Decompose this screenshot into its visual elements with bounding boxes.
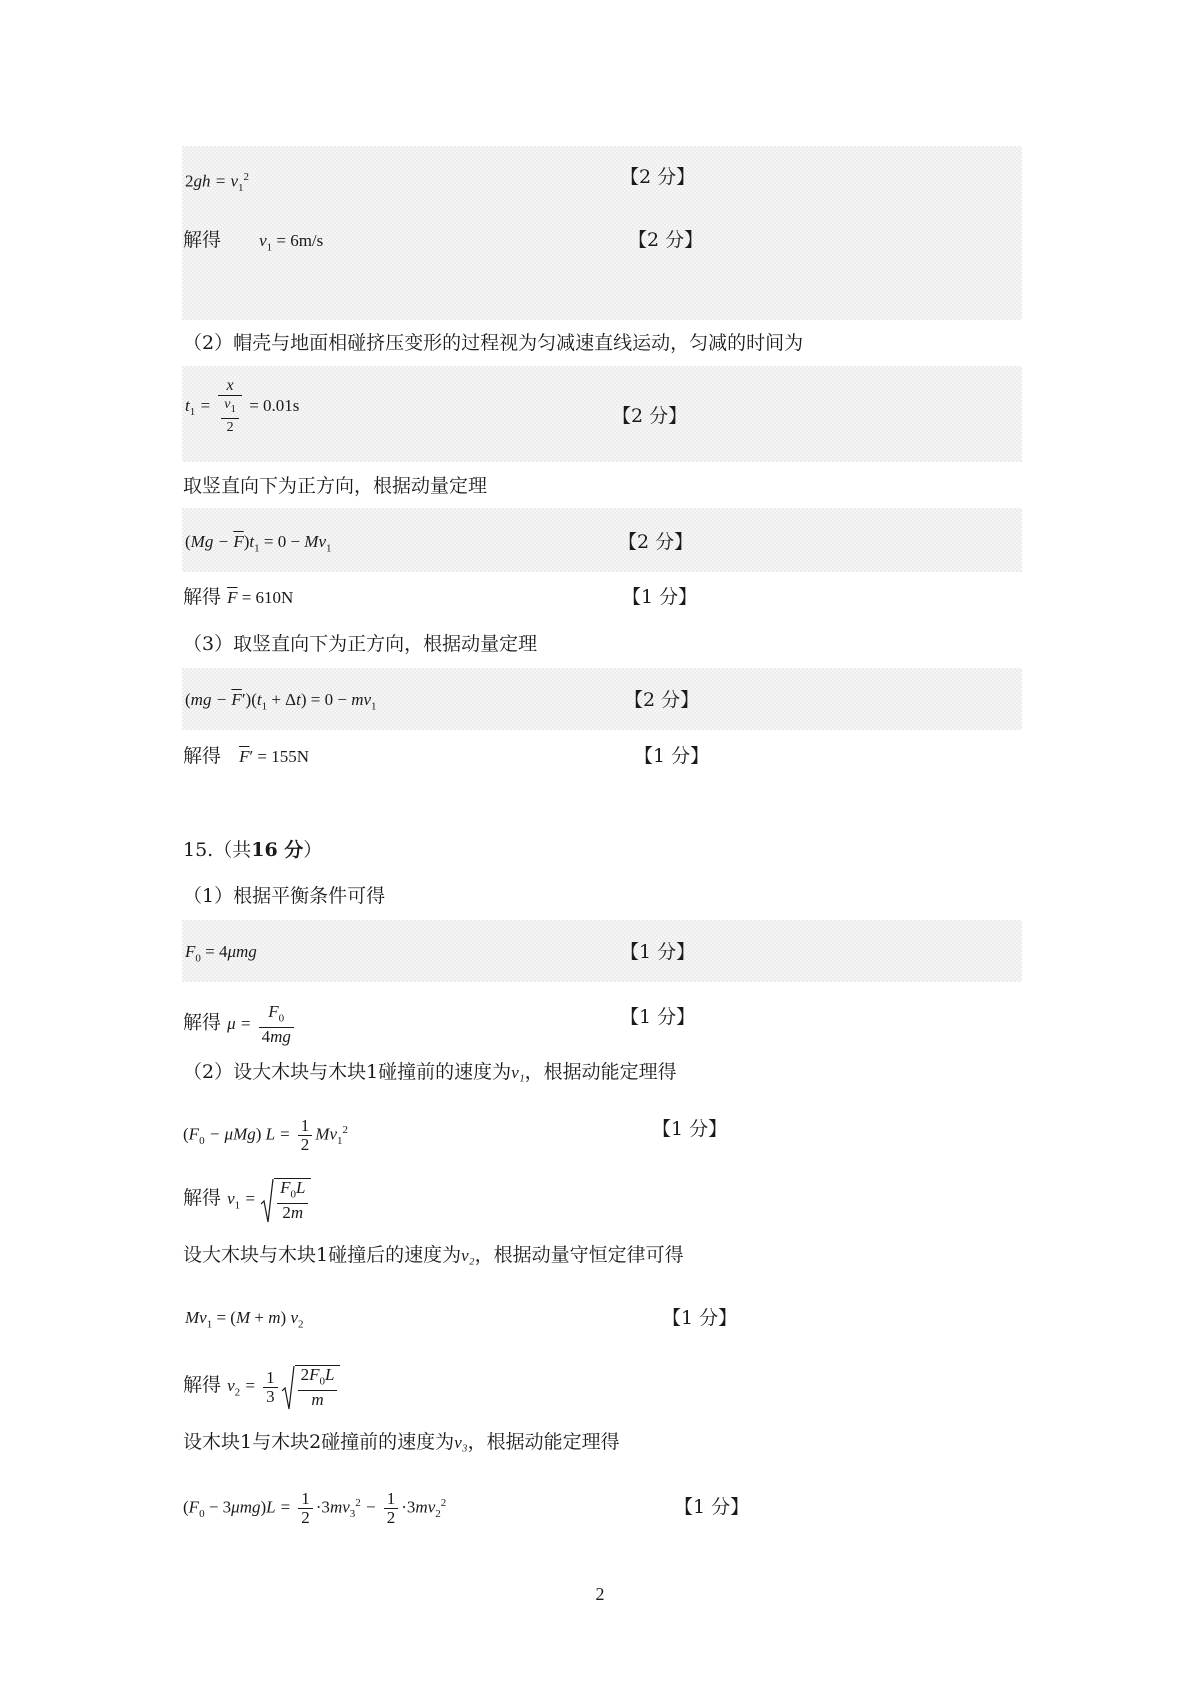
highlight-block-F0 (182, 920, 1022, 982)
question-points: 16 分 (251, 839, 304, 861)
solve-line (183, 228, 323, 259)
equation-t1: $t_1$ = $\frac{x}{\frac{v_1}{2}}$ = 0.01s (185, 377, 300, 435)
solve-line-F-prime (183, 744, 309, 769)
score-tag: 【1 分】 (674, 1496, 750, 1518)
solve-label: 解得 (183, 745, 222, 767)
q15-line-v3: 设木块1与木块2碰撞前的速度为v₃，根据动能定理得 (183, 1431, 620, 1453)
score-tag: 【1 分】 (620, 941, 696, 963)
solve-line-mu (183, 1003, 297, 1046)
solve-label: 解得 (183, 586, 222, 608)
equation-energy-2: $(F_0 - 3\mu mg)L$ = $\frac{1}{2}$ $\cdot 3mv_3^2$ − $\frac{1}{2}$ $\cdot 3mv_2^2$ (183, 1489, 447, 1527)
equation-momentum-3: $(mg - \overline{F}')(t_1 + \Delta t) = 0 - mv_1$ (185, 690, 377, 713)
equation-v1-root: $v_1$ = $\frac{F_0L}{2m}$ (227, 1189, 311, 1208)
equation-momentum-conservation: $Mv_1 = (M + m)$ $v_2$ (185, 1308, 304, 1331)
solve-line-F (183, 585, 293, 610)
solve-label: 解得 (183, 1187, 222, 1210)
score-tag: 【1 分】 (652, 1118, 728, 1140)
equation-mu: μ = $\frac{F_0}{4mg}$ (227, 1014, 297, 1033)
highlight-block-t1 (182, 366, 1022, 462)
score-tag: 【1 分】 (622, 586, 698, 608)
solve-label: 解得 (183, 1011, 222, 1034)
part3-heading: （3）取竖直向下为正方向，根据动量定理 (183, 633, 538, 655)
q15-part2-heading: （2）设大木块与木块1碰撞前的速度为v₁，根据动能定理得 (183, 1061, 677, 1083)
score-tag: 【2 分】 (624, 689, 700, 711)
part2-heading: （2）帽壳与地面相碰挤压变形的过程视为匀减速直线运动，匀减的时间为 (183, 332, 804, 354)
score-tag: 【1 分】 (620, 1006, 696, 1028)
score-tag: 【2 分】 (628, 229, 704, 251)
equation-free-fall: $2gh = v_1^2$ (185, 171, 250, 195)
score-tag: 【1 分】 (662, 1307, 738, 1329)
equation-momentum: $(Mg - \overline{F})t_1 = 0 - Mv_1$ (185, 532, 332, 555)
equation-F0: $F_0 = 4\mu mg$ (185, 942, 257, 965)
direction-text: 取竖直向下为正方向，根据动量定理 (183, 475, 488, 497)
equation-v1: $v_1 = 6m/s$ (259, 231, 324, 254)
equation-v2-root: $v_2$ = $\frac{1}{3}$ $\frac{2F_0L}{m}$ (227, 1376, 340, 1395)
equation-F: $\overline{F} = 610N$ (227, 588, 294, 607)
equation-energy-1: $(F_0 - \mu Mg) L$ = $\frac{1}{2}$ $Mv_1^2$ (183, 1116, 348, 1154)
page-number: 2 (595, 1584, 605, 1604)
question-15-title: 15.（共16 分） (183, 839, 323, 861)
equation-F-prime: $\overline{F}' = 155N$ (239, 747, 310, 766)
q15-part1-heading: （1）根据平衡条件可得 (183, 885, 386, 907)
solve-line-v1 (183, 1178, 311, 1222)
score-tag: 【2 分】 (612, 405, 688, 427)
score-tag: 【1 分】 (634, 745, 710, 767)
q15-line-v2: 设大木块与木块1碰撞后的速度为v₂，根据动量守恒定律可得 (183, 1244, 684, 1266)
solve-line-v2 (183, 1365, 340, 1409)
score-tag: 【2 分】 (620, 166, 696, 188)
solve-label: 解得 (183, 229, 222, 251)
score-tag: 【2 分】 (618, 531, 694, 553)
solve-label: 解得 (183, 1374, 222, 1397)
